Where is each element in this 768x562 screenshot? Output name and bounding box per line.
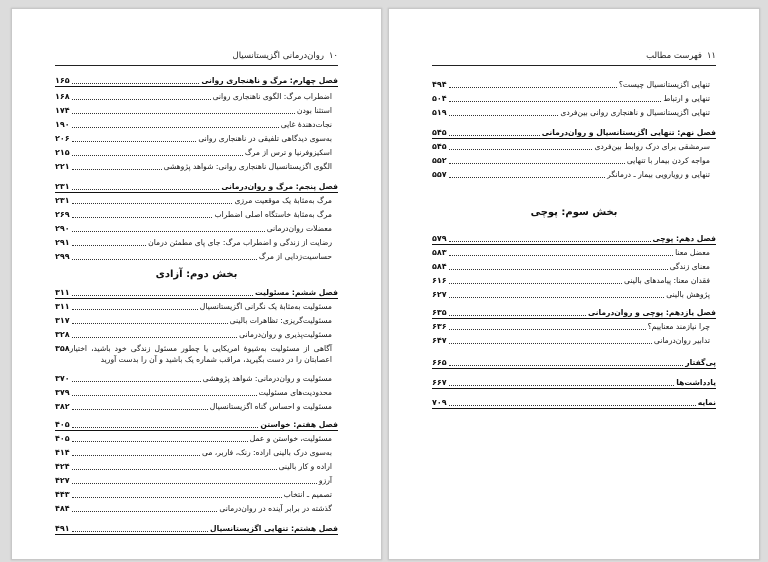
toc-label: تنهایی اگزیستانسیال و ناهنجاری روانی بین‌فردی (560, 108, 710, 117)
toc-item[interactable] (55, 473, 338, 486)
toc-label: رضایت از زندگی و اضطراب مرگ: جای پای مطمئن درمان (148, 238, 332, 247)
toc-page: ۴۴۳ (55, 490, 70, 499)
toc-label: فصل هفتم: خواستن (260, 420, 338, 429)
toc-page: ۴۰۵ (55, 420, 70, 429)
toc-chapter[interactable] (432, 305, 716, 319)
toc-page: ۴۹۱ (55, 524, 70, 533)
left-page-header (55, 51, 338, 66)
toc-item[interactable] (55, 103, 338, 116)
toc-paragraph-item[interactable] (55, 343, 332, 365)
toc-item[interactable] (432, 105, 716, 118)
toc-page: ۳۵۸ (55, 344, 70, 353)
toc-page: ۴۰۵ (55, 434, 70, 443)
toc-item[interactable] (55, 487, 338, 500)
toc-page: ۶۳۵ (432, 308, 447, 317)
toc-page: ۶۶۷ (432, 378, 447, 387)
toc-label: مسئولیت‌گریزی: تظاهرات بالینی (229, 316, 332, 325)
page-number: ۱۱ (706, 51, 716, 61)
toc-label: اضطراب مرگ: الگوی ناهنجاری روانی (212, 92, 332, 101)
toc-label: فصل پنجم: مرگ و روان‌درمانی (221, 182, 338, 191)
toc-item[interactable] (55, 159, 338, 172)
toc-page: ۵۴۵ (432, 128, 447, 137)
toc-item[interactable] (432, 139, 716, 152)
toc-item[interactable] (432, 167, 716, 180)
toc-page: ۷۰۹ (432, 398, 447, 407)
toc-label: مسئولیت به‌مثابهٔ یک نگرانی اگزیستانسیال (199, 302, 332, 311)
toc-label: آگاهی از مسئولیت به‌شیوهٔ امریکایی یا چطور مسئول زندگی خود باشید، اختیار اعصابتان را در دست بگیرید، مراقب شماره یک باشید و آن را بدست آورید (69, 344, 332, 364)
toc-item[interactable] (55, 193, 338, 206)
toc-item[interactable] (55, 221, 338, 234)
toc-chapter[interactable] (55, 73, 338, 87)
toc-page: ۶۳۶ (432, 322, 447, 331)
toc-label: پژوهش بالینی (666, 290, 710, 299)
toc-label: سرمشقی برای درک روابط بین‌فردی (594, 142, 710, 151)
toc-label: مسئولیت، خواستن و عمل (249, 434, 332, 443)
toc-page: ۵۸۳ (432, 248, 447, 257)
toc-label: تدابیر روان‌درمانی (653, 336, 710, 345)
toc-item[interactable] (55, 327, 338, 340)
toc-page: ۲۳۱ (55, 182, 70, 191)
toc-item[interactable] (55, 131, 338, 144)
left-page (11, 8, 382, 560)
toc-item[interactable] (55, 145, 338, 158)
toc-page: ۶۲۷ (432, 290, 447, 299)
toc-label: فقدان معنا: پیامدهای بالینی (624, 276, 710, 285)
toc-label: فصل یازدهم: پوچی و روان‌درمانی (587, 308, 716, 317)
toc-page: ۱۶۸ (55, 92, 70, 101)
toc-label: مرگ به‌مثابهٔ یک موقعیت مرزی (234, 196, 332, 205)
toc-page: ۳۲۸ (55, 330, 70, 339)
toc-label: نجات‌دهندهٔ غایی (280, 120, 332, 129)
toc-item[interactable] (432, 77, 716, 90)
toc-item[interactable] (55, 313, 338, 326)
running-title: روان‌درمانی اگزیستانسیال (232, 51, 324, 61)
toc-label: فصل ششم: مسئولیت (255, 288, 338, 297)
right-page-header (432, 51, 716, 66)
toc-label: گذشته در برابر آینده در روان‌درمانی (219, 504, 332, 513)
toc-page: ۵۸۴ (432, 262, 447, 271)
toc-page: ۵۴۵ (432, 142, 447, 151)
toc-item[interactable] (55, 117, 338, 130)
toc-item[interactable] (55, 399, 338, 412)
toc-item[interactable] (432, 245, 716, 258)
toc-chapter[interactable] (432, 125, 716, 139)
toc-label: الگوی اگزیستانسیال ناهنجاری روانی: شواهد پژوهشی (163, 162, 332, 171)
toc-label: فصل چهارم: مرگ و ناهنجاری روانی (201, 76, 338, 85)
toc-page: ۴۱۴ (55, 448, 70, 457)
toc-page: ۲۱۵ (55, 148, 70, 157)
toc-page: ۴۲۴ (55, 462, 70, 471)
toc-page: ۵۰۴ (432, 94, 447, 103)
part-title: بخش دوم: آزادی (155, 269, 238, 280)
toc-label: آرزو (318, 476, 332, 485)
toc-item[interactable] (55, 207, 338, 220)
part-title: بخش سوم: پوچی (530, 207, 618, 218)
toc-item[interactable] (432, 333, 716, 346)
toc-page: ۳۱۱ (55, 302, 70, 311)
toc-item[interactable] (55, 299, 338, 312)
toc-page: ۴۹۴ (432, 80, 447, 89)
toc-page: ۲۶۹ (55, 210, 70, 219)
toc-chapter[interactable] (432, 395, 716, 409)
toc-page: ۲۹۹ (55, 252, 70, 261)
toc-label: چرا نیازمند معناییم؟ (647, 322, 710, 331)
toc-label: مسئولیت‌پذیری و روان‌درمانی (239, 330, 332, 339)
toc-item[interactable] (55, 371, 338, 384)
toc-label: به‌سوی درک بالینی اراده: رنک، فاربر، می (202, 448, 332, 457)
toc-label: تنهایی و ارتباط (663, 94, 710, 103)
toc-page: ۲۰۶ (55, 134, 70, 143)
toc-chapter[interactable] (432, 231, 716, 245)
toc-chapter[interactable] (55, 417, 338, 431)
toc-item[interactable] (432, 259, 716, 272)
toc-page: ۵۵۷ (432, 170, 447, 179)
toc-item[interactable] (432, 91, 716, 104)
toc-page: ۲۲۱ (55, 162, 70, 171)
page-number: ۱۰ (328, 51, 338, 61)
toc-page: ۶۱۶ (432, 276, 447, 285)
toc-item[interactable] (55, 89, 338, 102)
toc-label: مسئولیت و روان‌درمانی: شواهد پژوهشی (202, 374, 332, 383)
toc-page: ۲۹۰ (55, 224, 70, 233)
toc-page: ۵۱۹ (432, 108, 447, 117)
toc-label: اسکیزوفرنیا و ترس از مرگ (244, 148, 332, 157)
toc-chapter[interactable] (432, 375, 716, 389)
toc-chapter[interactable] (55, 179, 338, 193)
toc-label: مرگ به‌مثابهٔ خاستگاه اصلی اضطراب (214, 210, 332, 219)
toc-page: ۱۹۰ (55, 120, 70, 129)
toc-label: نمایه (697, 398, 716, 407)
toc-item[interactable] (55, 249, 338, 262)
toc-label: معضل معنا (675, 248, 710, 257)
toc-page: ۵۷۹ (432, 234, 447, 243)
toc-item[interactable] (432, 273, 716, 286)
toc-label: فصل دهم: پوچی (652, 234, 716, 243)
toc-label: اراده و کار بالینی (278, 462, 332, 471)
running-title: فهرست مطالب (646, 51, 702, 61)
toc-label: معنای زندگی (669, 262, 710, 271)
toc-label: تصمیم ـ انتخاب (283, 490, 332, 499)
toc-page: ۳۱۷ (55, 316, 70, 325)
toc-item[interactable] (432, 287, 716, 300)
toc-item[interactable] (55, 501, 338, 514)
toc-label: تنهایی اگزیستانسیال چیست؟ (618, 80, 710, 89)
toc-page: ۲۳۱ (55, 196, 70, 205)
toc-label: پی‌گفتار (685, 358, 716, 367)
toc-item[interactable] (55, 431, 338, 444)
toc-page: ۴۸۴ (55, 504, 70, 513)
toc-page: ۶۶۵ (432, 358, 447, 367)
toc-item[interactable] (55, 385, 338, 398)
toc-label: معضلات روان‌درمانی (266, 224, 332, 233)
toc-label: استثنا بودن (296, 106, 332, 115)
toc-page: ۳۸۲ (55, 402, 70, 411)
toc-page: ۱۷۴ (55, 106, 70, 115)
toc-item[interactable] (55, 459, 338, 472)
toc-label: به‌سوی دیدگاهی تلفیقی در ناهنجاری روانی (198, 134, 332, 143)
toc-page: ۶۴۷ (432, 336, 447, 345)
toc-page: ۳۷۹ (55, 388, 70, 397)
toc-item[interactable] (432, 153, 716, 166)
toc-page: ۳۱۱ (55, 288, 70, 297)
toc-label: محدودیت‌های مسئولیت (258, 388, 332, 397)
toc-page: ۱۶۵ (55, 76, 70, 85)
toc-label: حساسیت‌زدایی از مرگ (258, 252, 332, 261)
toc-chapter[interactable] (55, 285, 338, 299)
toc-label: مسئولیت و احساس گناه اگزیستانسیال (209, 402, 332, 411)
toc-chapter[interactable] (432, 355, 716, 369)
toc-page: ۳۷۰ (55, 374, 70, 383)
toc-page: ۲۹۱ (55, 238, 70, 247)
right-page (388, 8, 760, 560)
toc-page: ۵۵۲ (432, 156, 447, 165)
toc-item[interactable] (432, 319, 716, 332)
toc-item[interactable] (55, 445, 338, 458)
toc-item[interactable] (55, 235, 338, 248)
toc-chapter[interactable] (55, 521, 338, 535)
toc-label: تنهایی و رویارویی بیمار ـ درمانگر (607, 170, 710, 179)
toc-label: فصل هشتم: تنهایی اگزیستانسیال (210, 524, 338, 533)
toc-label: فصل نهم: تنهایی اگزیستانسیال و روان‌درمانی (541, 128, 716, 137)
toc-label: یادداشت‌ها (676, 378, 716, 387)
toc-page: ۴۲۷ (55, 476, 70, 485)
toc-label: مواجه کردن بیمار با تنهایی (626, 156, 710, 165)
